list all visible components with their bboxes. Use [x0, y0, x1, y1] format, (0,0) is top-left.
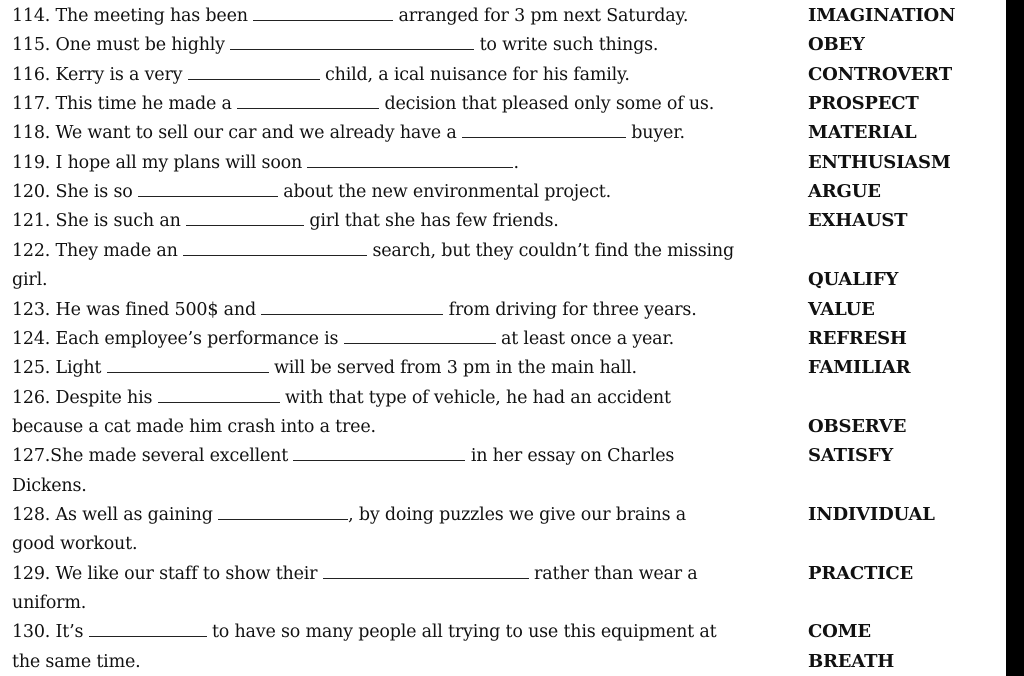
- question-number: 121.: [12, 211, 51, 232]
- sentence-text-before: Dickens.: [12, 475, 87, 496]
- question-number: 129.: [12, 563, 51, 584]
- answer-blank[interactable]: [158, 388, 280, 403]
- root-word: ARGUE: [808, 181, 881, 203]
- root-word: IMAGINATION: [808, 5, 956, 26]
- sentence-text-before: She is so: [50, 182, 138, 203]
- sentence-line: [12, 388, 792, 408]
- root-word: FAMILIAR: [808, 357, 911, 379]
- sentence-text-before: We want to sell our car and we already have a: [50, 123, 462, 144]
- root-word: CONTROVERT: [808, 63, 952, 85]
- sentence-text-before: the same time.: [12, 651, 141, 672]
- root-word: PROSPECT: [808, 93, 919, 115]
- root-word: MATERIAL: [808, 122, 917, 144]
- answer-blank[interactable]: [186, 211, 304, 226]
- question-number: 128.: [12, 504, 51, 525]
- sentence-line: [12, 6, 792, 26]
- answer-blank[interactable]: [218, 505, 348, 520]
- question-number: 118.: [12, 123, 51, 144]
- sentence-text-before: uniform.: [12, 593, 87, 613]
- sentence-text-after: at least once a year.: [495, 328, 674, 349]
- answer-blank[interactable]: [89, 622, 207, 637]
- question-number: 125.: [12, 358, 51, 379]
- root-word: BREATH: [808, 650, 895, 672]
- root-word: PRACTICE: [808, 562, 914, 584]
- sentence-text-before: This time he made a: [50, 94, 238, 115]
- sentence-text-before: good workout.: [12, 534, 138, 555]
- answer-blank[interactable]: [183, 241, 367, 256]
- root-word: SATISFY: [808, 445, 894, 467]
- sentence-text-after: to write such things.: [474, 35, 659, 56]
- answer-blank[interactable]: [307, 153, 513, 168]
- sentence-text-before: The meeting has been: [50, 6, 254, 26]
- sentence-line: [12, 622, 792, 642]
- sentence-line: [12, 65, 792, 85]
- question-number: 127.: [12, 446, 51, 467]
- root-word: COME: [808, 621, 871, 643]
- answer-blank[interactable]: [293, 446, 465, 461]
- root-word: ENTHUSIASM: [808, 151, 951, 173]
- answer-blank[interactable]: [323, 564, 529, 579]
- sentence-text-before: because a cat made him crash into a tree.: [12, 416, 376, 437]
- answer-blank[interactable]: [237, 94, 379, 109]
- root-word: REFRESH: [808, 327, 907, 349]
- answer-blank[interactable]: [230, 35, 474, 50]
- root-word: QUALIFY: [808, 269, 899, 291]
- sentence-text-after: arranged for 3 pm next Saturday.: [393, 6, 689, 26]
- sentence-text-before: Each employee’s performance is: [50, 328, 344, 349]
- sentence-line: [12, 446, 792, 466]
- sentence-line: [12, 534, 792, 554]
- sentence-text-before: They made an: [50, 240, 184, 261]
- answer-blank[interactable]: [138, 182, 278, 197]
- sentence-text-after: will be served from 3 pm in the main hall.: [268, 358, 637, 379]
- sentence-text-after: with that type of vehicle, he had an accident: [279, 387, 671, 408]
- sentence-line: [12, 123, 792, 143]
- sentence-line: [12, 358, 792, 378]
- sentence-text-after: decision that pleased only some of us.: [379, 94, 715, 115]
- page-edge-border: [1006, 0, 1024, 676]
- sentence-text-before: I hope all my plans will soon: [50, 152, 308, 173]
- sentence-line: [12, 652, 792, 672]
- question-number: 114.: [12, 6, 51, 26]
- sentence-text-after: from driving for three years.: [443, 299, 697, 320]
- sentence-text-after: in her essay on Charles: [465, 446, 675, 467]
- root-word: EXHAUST: [808, 210, 908, 232]
- sentence-line: [12, 270, 792, 290]
- question-number: 124.: [12, 328, 51, 349]
- sentence-text-after: rather than wear a: [528, 563, 698, 584]
- answer-blank[interactable]: [253, 6, 393, 21]
- sentence-text-before: We like our staff to show their: [50, 563, 323, 584]
- sentence-line: [12, 564, 792, 584]
- sentence-line: [12, 182, 792, 202]
- sentence-line: [12, 417, 792, 437]
- answer-blank[interactable]: [344, 329, 496, 344]
- sentence-text-after: , by doing puzzles we give our brains a: [348, 504, 686, 525]
- sentence-line: [12, 593, 792, 613]
- sentence-line: [12, 329, 792, 349]
- root-word: INDIVIDUAL: [808, 503, 935, 525]
- root-word: OBEY: [808, 34, 865, 56]
- answer-blank[interactable]: [107, 358, 269, 373]
- question-number: 126.: [12, 387, 51, 408]
- sentence-line: [12, 476, 792, 496]
- sentence-line: [12, 35, 792, 55]
- question-number: 122.: [12, 240, 51, 261]
- sentence-text-after: about the new environmental project.: [277, 182, 611, 203]
- sentence-text-before: One must be highly: [50, 35, 231, 56]
- question-number: 123.: [12, 299, 51, 320]
- sentence-text-before: Kerry is a very: [50, 64, 188, 85]
- question-number: 119.: [12, 152, 51, 173]
- question-number: 115.: [12, 35, 51, 56]
- sentence-text-after: child, a ical nuisance for his family.: [319, 64, 630, 85]
- sentence-text-after: girl that she has few friends.: [304, 211, 559, 232]
- sentence-text-after: search, but they couldn’t find the missing: [367, 240, 734, 261]
- answer-blank[interactable]: [462, 123, 626, 138]
- sentence-line: [12, 211, 792, 231]
- root-word: VALUE: [808, 298, 875, 320]
- sentence-line: [12, 241, 792, 261]
- sentence-text-after: buyer.: [625, 123, 685, 144]
- sentence-text-before: She is such an: [50, 211, 187, 232]
- sentence-text-before: She made several excellent: [50, 446, 294, 467]
- sentence-text-after: to have so many people all trying to use this equipment at: [206, 622, 717, 643]
- sentence-text-after: .: [513, 152, 519, 173]
- sentence-line: [12, 94, 792, 114]
- sentence-line: [12, 505, 792, 525]
- question-number: 117.: [12, 94, 51, 115]
- question-number: 116.: [12, 64, 51, 85]
- answer-blank[interactable]: [261, 300, 443, 315]
- sentence-text-before: He was fined 500$ and: [50, 299, 262, 320]
- answer-blank[interactable]: [188, 65, 320, 80]
- root-word: OBSERVE: [808, 415, 907, 437]
- sentence-text-before: It’s: [50, 622, 89, 643]
- sentence-text-before: As well as gaining: [50, 504, 219, 525]
- sentence-text-before: Light: [50, 358, 107, 379]
- sentence-text-before: Despite his: [50, 387, 158, 408]
- sentence-text-before: girl.: [12, 270, 48, 291]
- question-number: 120.: [12, 182, 51, 203]
- question-number: 130.: [12, 622, 51, 643]
- sentence-line: [12, 300, 792, 320]
- sentence-line: [12, 153, 792, 173]
